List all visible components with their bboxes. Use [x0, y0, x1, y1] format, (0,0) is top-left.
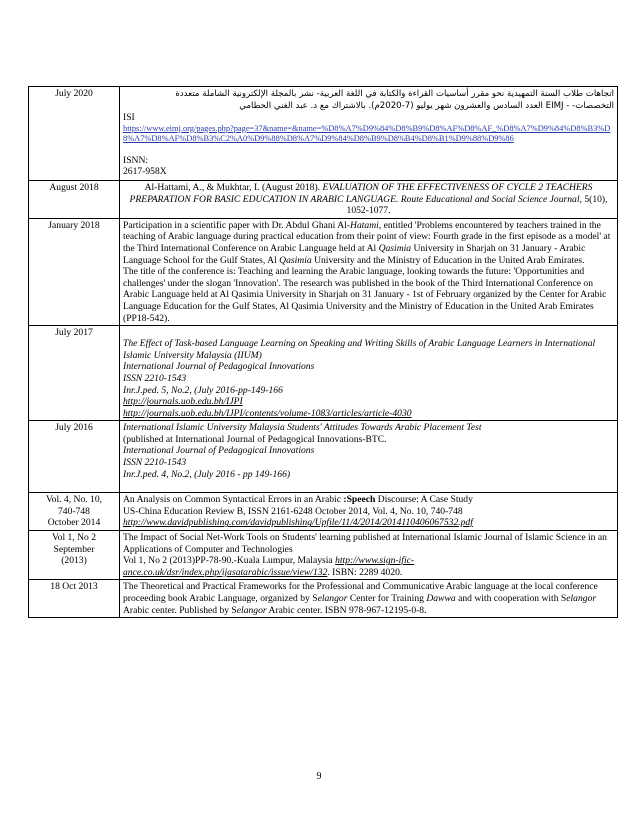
- article-title: [123, 494, 614, 506]
- table-row: [29, 326, 618, 421]
- article-link[interactable]: http://journals.uob.edu.bh/IJPI/contents/volume-1083/articles/article-4030: [123, 407, 412, 419]
- date-line: September: [53, 543, 95, 555]
- text-run: Discourse: A Case Study: [377, 494, 473, 506]
- entry-cell: [120, 421, 618, 493]
- text-run: University and the Ministry of Education in the United Arab Emirates.: [314, 254, 585, 266]
- table-row: [29, 580, 618, 618]
- table-row: [29, 218, 618, 325]
- journal-ref: Inr.J.ped. 5, No.2, (July 2016-pp-149-166: [123, 384, 283, 396]
- text-run: University in Sharjah on 31 January - Arabic Language School for the Gulf States, Al: [123, 242, 586, 266]
- journal-name: International Journal of Pedagogical Innovations: [123, 445, 315, 457]
- table-row: [29, 181, 618, 219]
- issn-label: ISNN:: [123, 154, 149, 166]
- date-cell: [29, 531, 120, 580]
- paragraph: The title of the conference is: Teaching and learning the Arabic language, looking towards the future: 'Opportunities and challenges' under the slogan 'Innovation'. The research was published in the book of the Third International Conference on Arabic Language held at Al Qasimia University in Sharjah on 31 January - 1st of February organized by the Center for Arabic Language Education for the Gulf States, Al Qasimia University and the Ministry of Education in the United Arab Emirates (PP18-542).: [123, 266, 607, 324]
- article-title: International Islamic University Malaysia Students' Attitudes Towards Arabic Placement Test: [123, 422, 482, 434]
- date-line: 740-748: [58, 505, 90, 517]
- entry-cell: [120, 326, 618, 421]
- text-run: Arabic center. ISBN 978-967-12195-0-8.: [266, 604, 427, 616]
- article-title: The Effect of Task-based Language Learning on Speaking and Writing Skills of Arabic Language Learners in International Islamic University Malaysia (IIUM): [123, 338, 596, 361]
- text-run: Participation in a scientific paper with Dr. Abdul Ghani Al-: [123, 219, 351, 231]
- date-cell: August 2018: [29, 181, 120, 219]
- text-run: Dawwa: [426, 593, 456, 604]
- text-run: Qasimia: [378, 242, 412, 254]
- date-cell: July 2017: [29, 326, 120, 421]
- arabic-title-line-2: التخصصات- - EIMJ العدد السادس والعشرون شهر يوليو (7-2020م). بالاشتراك مع د. عبد الغني الحطامي: [239, 101, 614, 111]
- text-run: :Speech: [343, 494, 376, 506]
- date-cell: July 2020: [29, 87, 120, 181]
- table-row: [29, 493, 618, 531]
- entry-cell: [120, 580, 618, 618]
- article-title: The Impact of Social Net-Work Tools on Students' learning published at International Islamic Journal of Islamic Science in an Applications of Computer and Technologies: [123, 532, 607, 555]
- date-line: Vol. 4, No. 10,: [45, 494, 103, 506]
- date-line: October 2014: [47, 517, 101, 529]
- date-cell: [29, 493, 120, 531]
- issn-value: ISSN 2210-1543: [123, 457, 187, 469]
- issn-value: 2617-958X: [123, 166, 167, 178]
- arabic-title-line-1: اتجاهات طلاب السنة التمهيدية نحو مقرر أساسيات القراءة والكتابة في اللغة العربية- نشر بالمجلة الإلكترونية الشاملة متعددة: [175, 89, 614, 99]
- text-run: An Analysis on Common Syntactical Errors in an Arabic: [123, 494, 341, 506]
- table-row: [29, 87, 618, 181]
- issue-link[interactable]: http://www.sign-ific-ance.co.uk/dsr/index.php/ijasatarabic/issue/view/132: [123, 555, 415, 578]
- entry-cell: [120, 493, 618, 531]
- text-run: Center for Training: [347, 593, 424, 604]
- date-line: Vol 1, No 2: [51, 532, 97, 544]
- journal-ref: US-China Education Review B, ISSN 2161-6248 October 2014, Vol. 4, No. 10, 740-748: [123, 505, 463, 517]
- entry-cell: [120, 218, 618, 325]
- issn-value: ISSN 2210-1543: [123, 372, 187, 384]
- text-run: and with cooperation with S: [458, 593, 567, 604]
- text-run: Arabic center. Published by S: [123, 604, 237, 616]
- article-title: EVALUATION OF THE EFFECTIVENESS OF CYCLE 2 TEACHERS PREPARATION FOR BASIC EDUCATION IN ARABIC LANGUAGE. Route Educational and Social Science Journal,: [129, 182, 593, 205]
- text-run: Hatami: [350, 219, 379, 231]
- text-run: elangor: [317, 593, 348, 604]
- article-link[interactable]: http://www.davidpublishing.com/davidpublishing/Upfile/11/4/2014/2014110406067532.pdf: [123, 517, 473, 529]
- authors-text: Al-Hattami, A., & Mukhtar, I. (August 2018).: [144, 182, 321, 193]
- paragraph: [123, 220, 614, 266]
- entry-cell: [120, 531, 618, 580]
- table-row: [29, 531, 618, 580]
- page-number: 9: [316, 771, 322, 782]
- table-row: [29, 421, 618, 493]
- journal-link[interactable]: http://journals.uob.edu.bh/IJPI: [123, 396, 243, 408]
- date-line: (2013): [61, 555, 87, 567]
- text-run: elangor: [566, 593, 597, 604]
- entry-cell: [120, 181, 618, 219]
- journal-link[interactable]: https://www.eimj.org/pages.php?page=37&name=&name=%D8%A7%D9%84%D8%B9%D8%AF%D8%AF_%D8%A7%D9%84%D8%B3%D8%A7%D8%AF%D8%B3%C2%A0%D9%88%D8%A7%D9%84%D8%B9%D8%B4%D8%B1%D9%88%D9%86: [123, 123, 611, 143]
- text-run: , entitled 'Problems encountered by teachers trained in the teaching of Arabic language during practical education from their point of view: Fourth grade in the first episode as a model' at the Third International Conference on Arabic Language held at Al: [123, 219, 611, 254]
- journal-ref: [123, 555, 614, 578]
- journal-name: International Journal of Pedagogical Innovations: [123, 361, 315, 373]
- journal-ref: Inr.J.ped. 4, No.2, (July 2016 - pp 149-166): [123, 468, 291, 480]
- date-cell: January 2018: [29, 218, 120, 325]
- isi-label: ISI: [123, 112, 135, 123]
- published-note: (published at International Journal of Pedagogical Innovations-BTC.: [123, 433, 387, 445]
- text-run: Vol 1, No 2 (2013)PP-78-90.-Kuala Lumpur, Malaysia: [123, 555, 333, 567]
- text-run: Qasimia: [279, 254, 312, 266]
- paragraph: [123, 581, 614, 616]
- text-run: . ISBN: 2289 4020.: [327, 566, 403, 578]
- volume-pages: 5(10), 1052-1077.: [346, 193, 608, 217]
- publications-table: [28, 86, 618, 618]
- entry-cell: [120, 87, 618, 181]
- text-run: elangor: [236, 604, 267, 616]
- date-cell: 18 Oct 2013: [29, 580, 120, 618]
- date-cell: July 2016: [29, 421, 120, 493]
- text-run: The Theoretical and Practical Frameworks for the Professional and Communicative Arabic language at the local conference proceeding book Arabic Language, organized by S: [123, 581, 598, 604]
